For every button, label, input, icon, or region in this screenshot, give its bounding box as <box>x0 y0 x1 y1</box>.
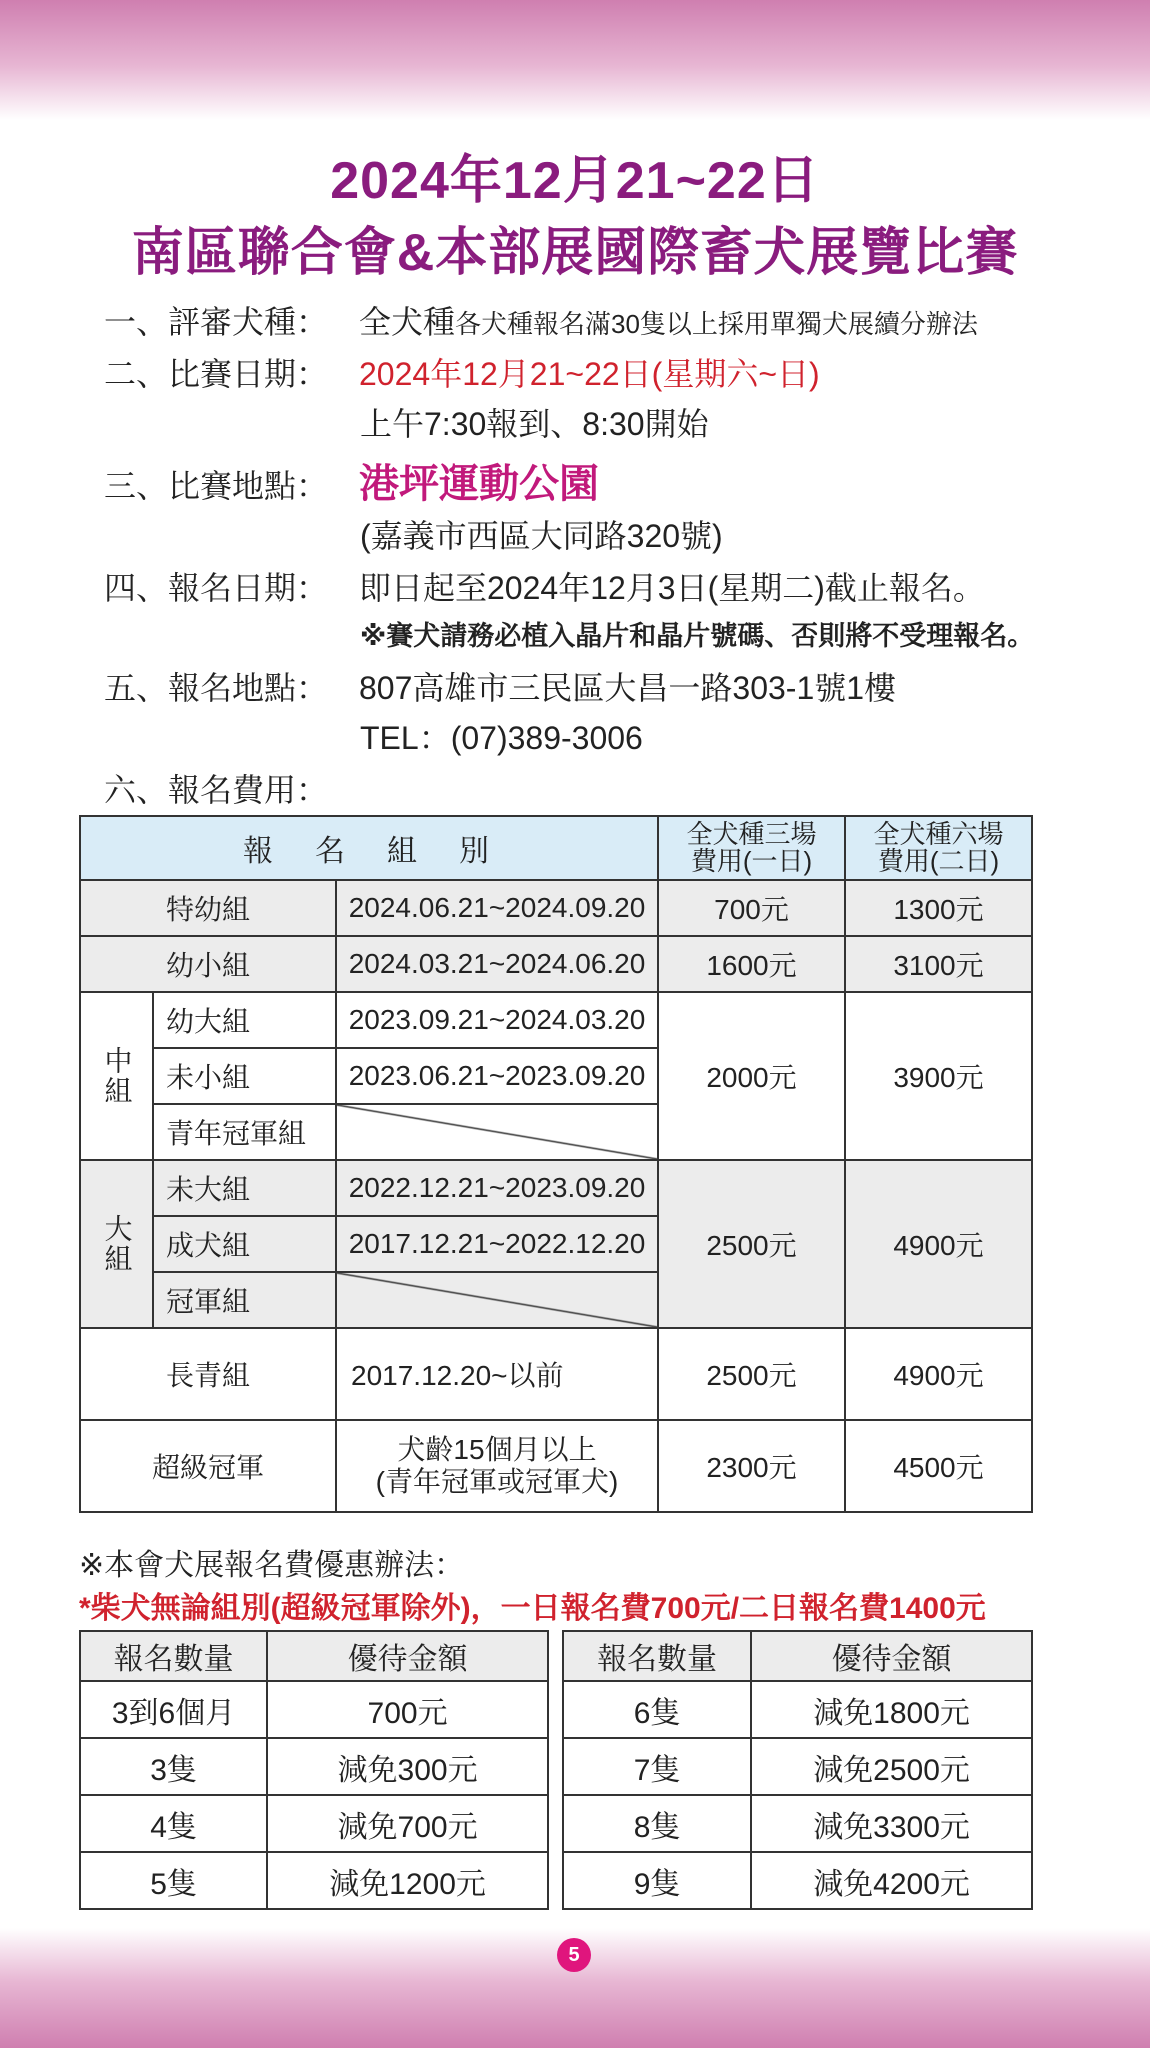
fee-one-day: 1600元 <box>658 936 845 992</box>
table-row <box>80 1681 548 1738</box>
table-row <box>563 1681 1032 1738</box>
discount-title: ※本會犬展報名費優惠辦法： <box>79 1549 465 1582</box>
event-date-title: 2024年12月21~22日 <box>330 152 820 210</box>
item-date-label: 二、比賽日期： <box>104 356 329 392</box>
table-row <box>80 1328 1032 1420</box>
qty-header: 報名數量 <box>80 1631 267 1681</box>
fee-one-day: 2500元 <box>658 1160 845 1328</box>
top-gradient-band <box>0 0 1150 120</box>
amount: 減免2500元 <box>751 1738 1032 1795</box>
header-fee-two-day-l2: 費用(二日) <box>877 846 1000 876</box>
qty: 3隻 <box>80 1738 267 1795</box>
age-range: 2017.12.20~以前 <box>336 1328 658 1420</box>
amount: 減免1800元 <box>751 1681 1032 1738</box>
item-date-sub: 上午7:30報到、8:30開始 <box>360 406 709 442</box>
subgroup-name: 未大組 <box>153 1160 336 1216</box>
header-fee-two-day-l1: 全犬種六場 <box>873 819 1004 849</box>
header-group: 報 名 組 別 <box>80 816 658 880</box>
fee-one-day: 2000元 <box>658 992 845 1160</box>
table-row <box>80 1795 548 1852</box>
table-row <box>80 1420 1032 1512</box>
fee-one-day: 2500元 <box>658 1328 845 1420</box>
item-venue-value: 港坪運動公園 <box>359 462 599 506</box>
item-reg-place-label: 五、報名地點： <box>104 670 329 706</box>
item-reg-date-note: ※賽犬請務必植入晶片和晶片號碼、否則將不受理報名。 <box>360 621 1035 651</box>
age-range-line1: 犬齡15個月以上 <box>397 1434 597 1465</box>
age-range: 2022.12.21~2023.09.20 <box>336 1160 658 1216</box>
subgroup-name: 未小組 <box>153 1048 336 1104</box>
item-date <box>104 352 820 396</box>
header-fee-one-day-l1: 全犬種三場 <box>686 819 817 849</box>
age-range <box>336 1420 658 1512</box>
fee-one-day: 2300元 <box>658 1420 845 1512</box>
item-breeds-label: 一、評審犬種： <box>104 304 329 340</box>
fee-table <box>79 815 1033 1513</box>
amount: 減免3300元 <box>751 1795 1032 1852</box>
subgroup-name: 冠軍組 <box>153 1272 336 1328</box>
fee-one-day: 700元 <box>658 880 845 936</box>
item-breeds <box>104 300 978 344</box>
fee-table-header <box>80 816 1032 880</box>
fee-two-day: 3900元 <box>845 992 1032 1160</box>
table-row <box>80 1738 548 1795</box>
item-reg-date-label: 四、報名日期： <box>104 570 329 606</box>
discount-note: *柴犬無論組別(超級冠軍除外)，一日報名費700元/二日報名費1400元 <box>79 1592 986 1625</box>
qty-header: 報名數量 <box>563 1631 751 1681</box>
discount-table-left <box>79 1630 549 1910</box>
fee-two-day: 4500元 <box>845 1420 1032 1512</box>
amount: 減免700元 <box>267 1795 548 1852</box>
group-name: 特幼組 <box>80 880 336 936</box>
discount-header <box>563 1631 1032 1681</box>
discount-header <box>80 1631 548 1681</box>
amount: 700元 <box>267 1681 548 1738</box>
age-range: 2024.06.21~2024.09.20 <box>336 880 658 936</box>
group-name: 長青組 <box>80 1328 336 1420</box>
table-row <box>80 1852 548 1909</box>
qty: 9隻 <box>563 1852 751 1909</box>
qty: 3到6個月 <box>80 1681 267 1738</box>
table-row <box>80 992 1032 1048</box>
item-breeds-detail: 各犬種報名滿30隻以上採用單獨犬展續分辦法 <box>455 309 978 339</box>
table-row <box>563 1852 1032 1909</box>
amount: 減免300元 <box>267 1738 548 1795</box>
header-fee-two-day <box>845 816 1032 880</box>
subgroup-name: 幼大組 <box>153 992 336 1048</box>
age-range-line2: (青年冠軍或冠軍犬) <box>375 1466 619 1497</box>
header-fee-one-day <box>658 816 845 880</box>
amount: 減免4200元 <box>751 1852 1032 1909</box>
age-range: 2017.12.21~2022.12.20 <box>336 1216 658 1272</box>
item-reg-place-tel: TEL：(07)389-3006 <box>360 720 643 756</box>
item-reg-date-value: 即日起至2024年12月3日(星期二)截止報名。 <box>359 570 985 606</box>
header-fee-one-day-l2: 費用(一日) <box>690 846 813 876</box>
subgroup-name: 青年冠軍組 <box>153 1104 336 1160</box>
table-row <box>563 1795 1032 1852</box>
age-range: 2023.09.21~2024.03.20 <box>336 992 658 1048</box>
mid-group-label: 中組 <box>80 992 153 1160</box>
item-date-value: 2024年12月21~22日(星期六~日) <box>359 356 820 392</box>
amount-header: 優待金額 <box>751 1631 1032 1681</box>
empty-diagonal-cell <box>336 1104 658 1160</box>
empty-diagonal-cell <box>336 1272 658 1328</box>
qty: 4隻 <box>80 1795 267 1852</box>
fee-two-day: 3100元 <box>845 936 1032 992</box>
fee-two-day: 1300元 <box>845 880 1032 936</box>
table-row <box>80 936 1032 992</box>
large-group-label: 大組 <box>80 1160 153 1328</box>
qty: 5隻 <box>80 1852 267 1909</box>
amount-header: 優待金額 <box>267 1631 548 1681</box>
item-venue <box>104 462 599 506</box>
table-row <box>80 1160 1032 1216</box>
item-breeds-main: 全犬種 <box>359 304 456 340</box>
item-venue-address: (嘉義市西區大同路320號) <box>360 518 723 554</box>
age-range: 2023.06.21~2023.09.20 <box>336 1048 658 1104</box>
qty: 6隻 <box>563 1681 751 1738</box>
event-name-title: 南區聯合會&本部展國際畜犬展覽比賽 <box>131 224 1019 282</box>
table-row <box>80 880 1032 936</box>
group-name: 幼小組 <box>80 936 336 992</box>
item-venue-label: 三、比賽地點： <box>104 468 329 504</box>
qty: 8隻 <box>563 1795 751 1852</box>
item-fee <box>104 768 359 812</box>
item-reg-place-value: 807高雄市三民區大昌一路303-1號1樓 <box>359 670 897 706</box>
fee-two-day: 4900元 <box>845 1328 1032 1420</box>
item-fee-label: 六、報名費用： <box>104 772 329 808</box>
item-reg-place <box>104 666 896 710</box>
amount: 減免1200元 <box>267 1852 548 1909</box>
qty: 7隻 <box>563 1738 751 1795</box>
item-reg-date <box>104 566 985 610</box>
discount-table-right <box>562 1630 1033 1910</box>
page-number-badge: 5 <box>557 1938 591 1972</box>
age-range: 2024.03.21~2024.06.20 <box>336 936 658 992</box>
fee-two-day: 4900元 <box>845 1160 1032 1328</box>
group-name: 超級冠軍 <box>80 1420 336 1512</box>
subgroup-name: 成犬組 <box>153 1216 336 1272</box>
table-row <box>563 1738 1032 1795</box>
